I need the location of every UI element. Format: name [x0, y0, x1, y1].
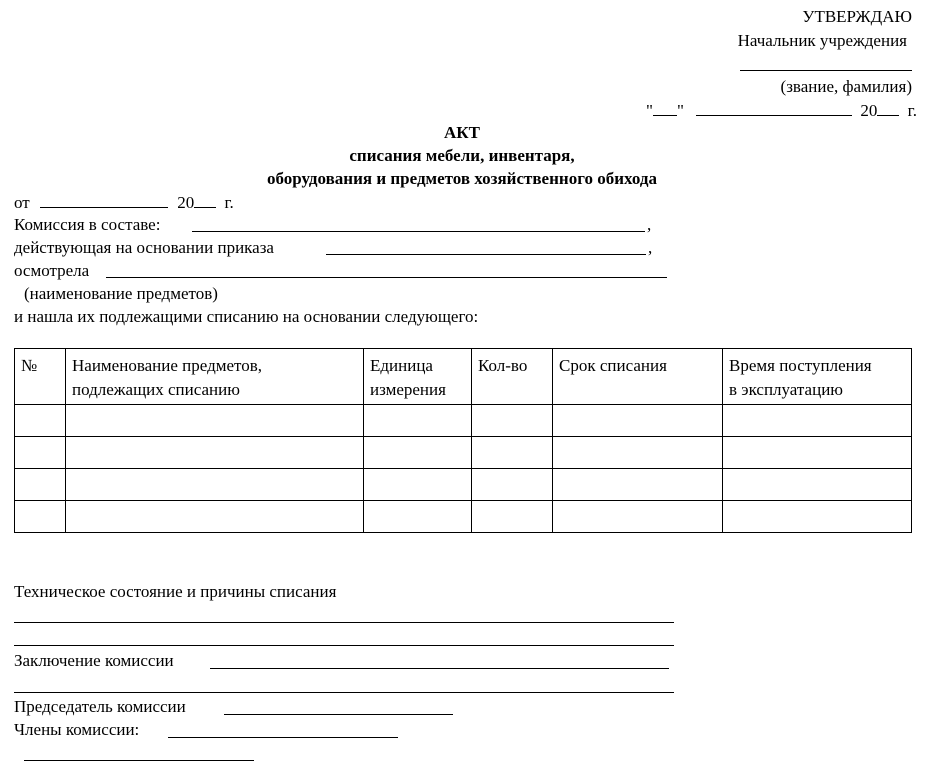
table-cell[interactable]: [364, 469, 472, 501]
table-cell[interactable]: [15, 469, 66, 501]
approval-month-blank: [696, 101, 852, 116]
table-row: [15, 405, 912, 437]
table-header-row: [15, 349, 912, 405]
table-row: [15, 469, 912, 501]
approval-day-blank: [653, 101, 677, 116]
approval-signature-line: [740, 70, 912, 71]
chairman-line: [224, 714, 453, 715]
table-cell[interactable]: [553, 501, 723, 533]
table-cell[interactable]: [15, 437, 66, 469]
table-row: [15, 501, 912, 533]
act-year-blank: [194, 193, 216, 208]
order-comma: ,: [648, 238, 653, 257]
act-date-year: 20: [177, 193, 195, 212]
commission-label: Комиссия в составе:: [14, 215, 161, 234]
tech-state-line-2: [14, 645, 674, 646]
doc-title: АКТ: [444, 123, 480, 142]
table-cell[interactable]: [553, 469, 723, 501]
table-cell[interactable]: [15, 405, 66, 437]
col-header-write-off-term-line1: Срок списания: [559, 356, 667, 375]
chairman-label: Председатель комиссии: [14, 697, 186, 716]
items-hint: (наименование предметов): [24, 284, 218, 303]
act-date-blank: [40, 193, 168, 208]
order-line: [326, 254, 646, 255]
approval-date-quote-open: ": [646, 101, 653, 120]
found-text: и нашла их подлежащими списанию на основании следующего:: [14, 307, 479, 326]
approval-heading: УТВЕРЖДАЮ: [802, 7, 912, 26]
table-cell[interactable]: [723, 437, 912, 469]
table-cell[interactable]: [66, 405, 364, 437]
table-cell[interactable]: [472, 437, 553, 469]
conclusion-line-1: [210, 668, 669, 669]
approval-date: [646, 101, 917, 119]
items-table: [14, 348, 912, 533]
col-header-quantity-line1: Кол-во: [478, 356, 528, 375]
approval-date-quote-close: ": [676, 101, 684, 120]
members-line-1: [168, 737, 398, 738]
act-date-prefix: от: [14, 193, 30, 212]
tech-state-label: Техническое состояние и причины списания: [14, 582, 337, 601]
col-header-write-off-term: [553, 349, 723, 405]
table-cell[interactable]: [364, 501, 472, 533]
table-cell[interactable]: [723, 469, 912, 501]
col-header-unit-line2: измерения: [370, 380, 446, 399]
table-cell[interactable]: [472, 469, 553, 501]
table-cell[interactable]: [15, 501, 66, 533]
table-cell[interactable]: [364, 437, 472, 469]
approval-position: Начальник учреждения: [737, 31, 907, 50]
order-label: действующая на основании приказа: [14, 238, 274, 257]
table-cell[interactable]: [66, 437, 364, 469]
table-cell[interactable]: [66, 469, 364, 501]
table-cell[interactable]: [723, 501, 912, 533]
col-header-item-name-line2: подлежащих списанию: [72, 380, 240, 399]
conclusion-line-2: [14, 692, 674, 693]
col-header-item-name-line1: Наименование предметов,: [72, 356, 263, 375]
doc-subtitle-line2: оборудования и предметов хозяйственного обихода: [267, 169, 657, 188]
col-header-item-name: [66, 349, 364, 405]
table-cell[interactable]: [66, 501, 364, 533]
conclusion-label: Заключение комиссии: [14, 651, 174, 670]
commission-line: [192, 231, 645, 232]
col-header-commissioning-date-line2: в эксплуатацию: [729, 380, 843, 399]
approval-name-hint: (звание, фамилия): [780, 77, 912, 96]
col-header-unit-line1: Единица: [370, 356, 433, 375]
inspected-line: [106, 277, 667, 278]
table-cell[interactable]: [553, 405, 723, 437]
approval-year-blank: [877, 101, 899, 116]
col-header-number: [15, 349, 66, 405]
approval-date-suffix: г.: [907, 101, 917, 120]
col-header-commissioning-date-line1: Время поступления: [729, 356, 872, 375]
members-label: Члены комиссии:: [14, 720, 140, 739]
act-date-row: [14, 193, 234, 211]
table-row: [15, 437, 912, 469]
tech-state-line-1: [14, 622, 674, 623]
approval-date-year: 20: [860, 101, 878, 120]
col-header-number-line1: №: [21, 356, 38, 375]
inspected-label: осмотрела: [14, 261, 90, 280]
table-cell[interactable]: [472, 501, 553, 533]
members-line-2: [24, 760, 254, 761]
table-cell[interactable]: [553, 437, 723, 469]
col-header-commissioning-date: [723, 349, 912, 405]
col-header-quantity: [472, 349, 553, 405]
doc-subtitle-line1: списания мебели, инвентаря,: [349, 146, 575, 165]
table-cell[interactable]: [364, 405, 472, 437]
commission-comma: ,: [647, 215, 652, 234]
table-cell[interactable]: [723, 405, 912, 437]
act-date-suffix: г.: [224, 193, 234, 212]
table-cell[interactable]: [472, 405, 553, 437]
col-header-unit: [364, 349, 472, 405]
